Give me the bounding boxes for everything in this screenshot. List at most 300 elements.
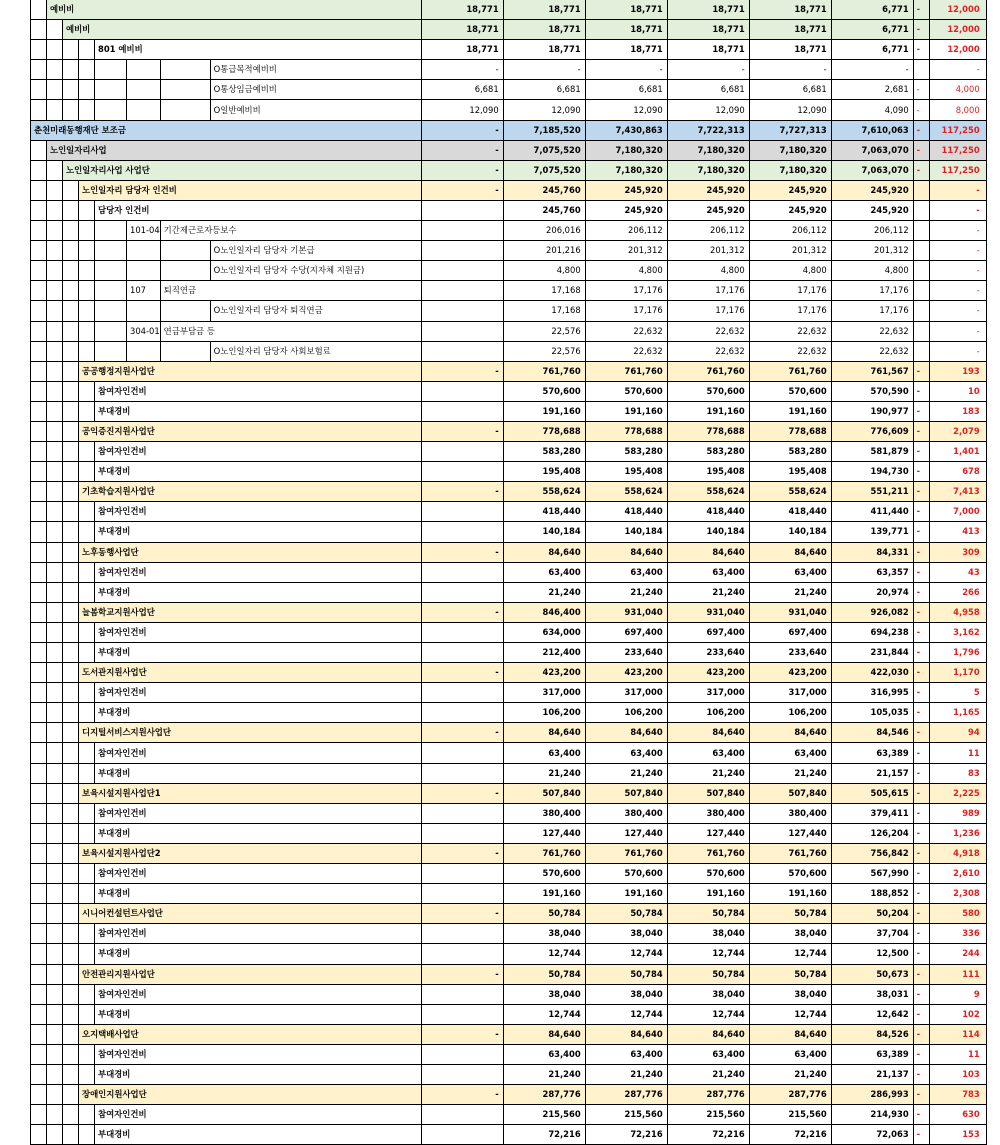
indent-cell <box>31 160 47 180</box>
value-cell-3: 12,744 <box>585 1004 667 1024</box>
value-cell-2: 570,600 <box>503 864 585 884</box>
row-label: 디지털서비스지원사업단 <box>79 723 422 743</box>
indent-cell <box>31 321 47 341</box>
value-cell-2: 63,400 <box>503 562 585 582</box>
indent-cell <box>79 60 95 80</box>
value-cell-6: 379,411 <box>831 803 913 823</box>
value-cell-5: 191,160 <box>749 401 831 421</box>
value-cell-5: 7,180,320 <box>749 140 831 160</box>
indent-cell <box>63 1085 79 1105</box>
indent-cell <box>63 904 79 924</box>
table-row <box>31 1004 987 1024</box>
table-row <box>31 582 987 602</box>
indent-cell <box>31 1085 47 1105</box>
value-cell-4: 84,640 <box>667 1024 749 1044</box>
value-cell-1: - <box>421 180 503 200</box>
indent-cell <box>31 542 47 562</box>
difference-value: 266 <box>929 582 986 602</box>
minus-sign: - <box>913 763 929 783</box>
indent-cell <box>63 683 79 703</box>
indent-cell <box>63 60 79 80</box>
value-cell-4: 7,722,313 <box>667 120 749 140</box>
indent-cell <box>63 622 79 642</box>
value-cell-3: 7,180,320 <box>585 160 667 180</box>
difference-value: 8,000 <box>929 100 986 120</box>
value-cell-1: - <box>421 904 503 924</box>
difference-value: 43 <box>929 562 986 582</box>
difference-value: 1,401 <box>929 442 986 462</box>
indent-cell <box>47 542 63 562</box>
value-cell-5: 423,200 <box>749 663 831 683</box>
value-cell-5: 191,160 <box>749 884 831 904</box>
value-cell-6: - <box>831 60 913 80</box>
table-row <box>31 1064 987 1084</box>
indent-cell <box>79 622 95 642</box>
indent-cell <box>63 763 79 783</box>
value-cell-2: 17,168 <box>503 301 585 321</box>
table-row <box>31 381 987 401</box>
table-row <box>31 763 987 783</box>
indent-cell <box>95 241 127 261</box>
indent-cell <box>79 301 95 321</box>
indent-cell <box>47 100 63 120</box>
difference-value: - <box>929 261 986 281</box>
value-cell-3: 931,040 <box>585 602 667 622</box>
value-cell-4: 195,408 <box>667 462 749 482</box>
value-cell-1: 6,681 <box>421 80 503 100</box>
value-cell-6: 17,176 <box>831 281 913 301</box>
value-cell-6: 4,090 <box>831 100 913 120</box>
indent-cell <box>95 341 127 361</box>
value-cell-6: 17,176 <box>831 301 913 321</box>
row-label: O통상임금예비비 <box>210 80 421 100</box>
value-cell-1 <box>421 944 503 964</box>
value-cell-1: 18,771 <box>421 0 503 20</box>
indent-cell <box>63 582 79 602</box>
value-cell-3: 84,640 <box>585 1024 667 1044</box>
value-cell-5: - <box>749 60 831 80</box>
value-cell-2: 17,168 <box>503 281 585 301</box>
value-cell-6: 63,389 <box>831 1044 913 1064</box>
value-cell-1 <box>421 381 503 401</box>
row-label: 부대경비 <box>95 944 422 964</box>
value-cell-5: 50,784 <box>749 904 831 924</box>
row-label: 참여자인건비 <box>95 683 422 703</box>
value-cell-4: 7,180,320 <box>667 140 749 160</box>
indent-cell <box>79 884 95 904</box>
indent-cell <box>127 241 161 261</box>
row-label: O노인일자리 담당자 퇴직연금 <box>210 301 421 321</box>
indent-cell <box>79 462 95 482</box>
value-cell-1: - <box>421 542 503 562</box>
indent-cell <box>63 1105 79 1125</box>
value-cell-4: 4,800 <box>667 261 749 281</box>
value-cell-3: 22,632 <box>585 321 667 341</box>
minus-sign: - <box>913 1105 929 1125</box>
row-label: 춘천미래동행재단 보조금 <box>31 120 422 140</box>
value-cell-2: - <box>503 60 585 80</box>
minus-sign <box>913 60 929 80</box>
value-cell-2: 21,240 <box>503 1064 585 1084</box>
value-cell-6: 926,082 <box>831 602 913 622</box>
value-cell-5: 12,090 <box>749 100 831 120</box>
value-cell-6: 84,546 <box>831 723 913 743</box>
value-cell-3: 18,771 <box>585 20 667 40</box>
indent-cell <box>79 823 95 843</box>
indent-cell <box>31 582 47 602</box>
value-cell-1 <box>421 763 503 783</box>
value-cell-2: 22,576 <box>503 321 585 341</box>
row-label: 기간제근로자등보수 <box>160 221 421 241</box>
indent-cell <box>63 381 79 401</box>
indent-cell <box>31 221 47 241</box>
value-cell-1 <box>421 984 503 1004</box>
difference-value: 3,162 <box>929 622 986 642</box>
indent-cell <box>79 1064 95 1084</box>
value-cell-3: 18,771 <box>585 0 667 20</box>
table-row <box>31 843 987 863</box>
value-cell-1 <box>421 1044 503 1064</box>
indent-cell <box>63 743 79 763</box>
minus-sign: - <box>913 361 929 381</box>
table-row <box>31 20 987 40</box>
value-cell-5: 697,400 <box>749 622 831 642</box>
value-cell-3: 206,112 <box>585 221 667 241</box>
indent-cell <box>31 703 47 723</box>
value-cell-3: 507,840 <box>585 783 667 803</box>
difference-value: - <box>929 321 986 341</box>
value-cell-2: 18,771 <box>503 0 585 20</box>
minus-sign: - <box>913 1024 929 1044</box>
minus-sign: - <box>913 843 929 863</box>
minus-sign: - <box>913 1044 929 1064</box>
value-cell-6: 411,440 <box>831 502 913 522</box>
indent-cell <box>63 964 79 984</box>
value-cell-6: 20,974 <box>831 582 913 602</box>
value-cell-5: 12,744 <box>749 944 831 964</box>
value-cell-3: 233,640 <box>585 643 667 663</box>
indent-cell <box>31 341 47 361</box>
value-cell-1 <box>421 562 503 582</box>
minus-sign: - <box>913 904 929 924</box>
indent-cell <box>79 200 95 220</box>
value-cell-2: 12,744 <box>503 944 585 964</box>
value-cell-1: - <box>421 723 503 743</box>
indent-cell <box>47 200 63 220</box>
minus-sign <box>913 180 929 200</box>
value-cell-5: 931,040 <box>749 602 831 622</box>
difference-value: 336 <box>929 924 986 944</box>
value-cell-5: 317,000 <box>749 683 831 703</box>
minus-sign: - <box>913 663 929 683</box>
indent-cell <box>47 1105 63 1125</box>
value-cell-3: 583,280 <box>585 442 667 462</box>
indent-cell <box>127 301 161 321</box>
row-label: 참여자인건비 <box>95 1044 422 1064</box>
minus-sign: - <box>913 602 929 622</box>
value-cell-6: 505,615 <box>831 783 913 803</box>
value-cell-5: 63,400 <box>749 743 831 763</box>
value-cell-5: 287,776 <box>749 1085 831 1105</box>
value-cell-6: 50,204 <box>831 904 913 924</box>
difference-value: 117,250 <box>929 140 986 160</box>
indent-cell <box>63 301 79 321</box>
indent-cell <box>47 502 63 522</box>
value-cell-2: 12,744 <box>503 1004 585 1024</box>
value-cell-4: 12,744 <box>667 944 749 964</box>
value-cell-3: 12,090 <box>585 100 667 120</box>
indent-cell <box>47 984 63 1004</box>
indent-cell <box>47 743 63 763</box>
value-cell-4: 21,240 <box>667 1064 749 1084</box>
minus-sign: - <box>913 803 929 823</box>
value-cell-4: 12,744 <box>667 1004 749 1024</box>
value-cell-2: 21,240 <box>503 582 585 602</box>
value-cell-5: 18,771 <box>749 40 831 60</box>
value-cell-1: - <box>421 1085 503 1105</box>
row-label: 퇴직연금 <box>160 281 421 301</box>
indent-cell <box>63 843 79 863</box>
indent-cell <box>31 241 47 261</box>
indent-cell <box>79 1004 95 1024</box>
indent-cell <box>47 1125 63 1145</box>
value-cell-4: 778,688 <box>667 421 749 441</box>
difference-value: 1,170 <box>929 663 986 683</box>
indent-cell <box>63 40 79 60</box>
indent-cell <box>79 582 95 602</box>
value-cell-1 <box>421 1125 503 1145</box>
table-row <box>31 723 987 743</box>
value-cell-3: 72,216 <box>585 1125 667 1145</box>
row-label: 부대경비 <box>95 1064 422 1084</box>
indent-cell <box>31 803 47 823</box>
value-cell-2: 140,184 <box>503 522 585 542</box>
value-cell-2: 18,771 <box>503 20 585 40</box>
value-cell-4: 570,600 <box>667 381 749 401</box>
indent-cell <box>47 522 63 542</box>
row-label: 부대경비 <box>95 462 422 482</box>
minus-sign: - <box>913 622 929 642</box>
table-row <box>31 542 987 562</box>
value-cell-1: - <box>421 482 503 502</box>
value-cell-6: 286,993 <box>831 1085 913 1105</box>
value-cell-1: - <box>421 120 503 140</box>
difference-value: 114 <box>929 1024 986 1044</box>
value-cell-1: - <box>421 60 503 80</box>
value-cell-6: 12,500 <box>831 944 913 964</box>
value-cell-6: 2,681 <box>831 80 913 100</box>
value-cell-1 <box>421 703 503 723</box>
value-cell-1: - <box>421 783 503 803</box>
value-cell-5: 761,760 <box>749 843 831 863</box>
indent-cell <box>31 924 47 944</box>
value-cell-4: 761,760 <box>667 843 749 863</box>
value-cell-3: 38,040 <box>585 924 667 944</box>
indent-cell <box>47 763 63 783</box>
value-cell-3: 7,430,863 <box>585 120 667 140</box>
value-cell-4: 38,040 <box>667 984 749 1004</box>
row-label: 오지택배사업단 <box>79 1024 422 1044</box>
indent-cell <box>47 562 63 582</box>
value-cell-3: - <box>585 60 667 80</box>
row-label: 참여자인건비 <box>95 803 422 823</box>
value-cell-5: 761,760 <box>749 361 831 381</box>
indent-cell <box>63 643 79 663</box>
table-row <box>31 703 987 723</box>
row-label: 참여자인건비 <box>95 381 422 401</box>
row-label: 부대경비 <box>95 1004 422 1024</box>
indent-cell <box>31 522 47 542</box>
value-cell-4: 287,776 <box>667 1085 749 1105</box>
difference-value: 413 <box>929 522 986 542</box>
value-cell-4: 6,681 <box>667 80 749 100</box>
value-cell-3: 21,240 <box>585 582 667 602</box>
indent-cell <box>63 542 79 562</box>
difference-value: 4,918 <box>929 843 986 863</box>
difference-value: 11 <box>929 743 986 763</box>
difference-value: 1,165 <box>929 703 986 723</box>
value-cell-2: 634,000 <box>503 622 585 642</box>
table-row <box>31 602 987 622</box>
indent-cell <box>127 341 161 361</box>
value-cell-5: 21,240 <box>749 763 831 783</box>
difference-value: - <box>929 301 986 321</box>
difference-value: - <box>929 200 986 220</box>
value-cell-6: 84,331 <box>831 542 913 562</box>
value-cell-3: 50,784 <box>585 904 667 924</box>
indent-cell <box>31 944 47 964</box>
value-cell-4: 233,640 <box>667 643 749 663</box>
difference-value: 7,000 <box>929 502 986 522</box>
row-label: 예비비 <box>47 0 422 20</box>
minus-sign <box>913 341 929 361</box>
indent-cell <box>31 20 47 40</box>
minus-sign: - <box>913 421 929 441</box>
value-cell-2: 846,400 <box>503 602 585 622</box>
indent-cell <box>63 823 79 843</box>
minus-sign <box>913 221 929 241</box>
table-row <box>31 1105 987 1125</box>
indent-cell <box>79 100 95 120</box>
row-label: O일반예비비 <box>210 100 421 120</box>
indent-cell <box>31 602 47 622</box>
indent-cell <box>79 381 95 401</box>
value-cell-6: 7,610,063 <box>831 120 913 140</box>
value-cell-4: 63,400 <box>667 562 749 582</box>
row-label: 장애인지원사업단 <box>79 1085 422 1105</box>
row-label: 참여자인건비 <box>95 502 422 522</box>
value-cell-2: 778,688 <box>503 421 585 441</box>
value-cell-6: 570,590 <box>831 381 913 401</box>
indent-cell <box>63 1004 79 1024</box>
value-cell-1 <box>421 884 503 904</box>
difference-value: 2,610 <box>929 864 986 884</box>
value-cell-6: 245,920 <box>831 180 913 200</box>
value-cell-3: 570,600 <box>585 381 667 401</box>
difference-value: - <box>929 241 986 261</box>
value-cell-5: 38,040 <box>749 984 831 1004</box>
indent-cell <box>79 944 95 964</box>
value-cell-6: 245,920 <box>831 200 913 220</box>
table-row <box>31 803 987 823</box>
value-cell-6: 105,035 <box>831 703 913 723</box>
value-cell-2: 18,771 <box>503 40 585 60</box>
value-cell-1: - <box>421 663 503 683</box>
value-cell-5: 63,400 <box>749 562 831 582</box>
indent-cell <box>63 602 79 622</box>
value-cell-2: 245,760 <box>503 180 585 200</box>
indent-cell <box>31 140 47 160</box>
minus-sign: - <box>913 683 929 703</box>
minus-sign <box>913 321 929 341</box>
item-code: 304-01 <box>127 321 161 341</box>
value-cell-1 <box>421 401 503 421</box>
table-row <box>31 1044 987 1064</box>
indent-cell <box>47 341 63 361</box>
table-row <box>31 80 987 100</box>
value-cell-3: 195,408 <box>585 462 667 482</box>
value-cell-4: 50,784 <box>667 964 749 984</box>
minus-sign: - <box>913 703 929 723</box>
row-label: 늘봄학교지원사업단 <box>79 602 422 622</box>
row-label: 참여자인건비 <box>95 442 422 462</box>
difference-value: 12,000 <box>929 40 986 60</box>
value-cell-4: 215,560 <box>667 1105 749 1125</box>
indent-cell <box>31 723 47 743</box>
value-cell-3: 84,640 <box>585 723 667 743</box>
value-cell-3: 380,400 <box>585 803 667 823</box>
indent-cell <box>47 1004 63 1024</box>
value-cell-6: 6,771 <box>831 0 913 20</box>
indent-cell <box>31 502 47 522</box>
indent-cell <box>79 1105 95 1125</box>
minus-sign: - <box>913 723 929 743</box>
value-cell-3: 22,632 <box>585 341 667 361</box>
value-cell-1 <box>421 643 503 663</box>
row-label: O노인일자리 담당자 기본급 <box>210 241 421 261</box>
indent-cell <box>79 40 95 60</box>
minus-sign: - <box>913 1085 929 1105</box>
indent-cell <box>47 964 63 984</box>
difference-value: 183 <box>929 401 986 421</box>
value-cell-2: 38,040 <box>503 924 585 944</box>
value-cell-6: 316,995 <box>831 683 913 703</box>
value-cell-3: 191,160 <box>585 884 667 904</box>
indent-cell <box>31 381 47 401</box>
minus-sign: - <box>913 462 929 482</box>
indent-cell <box>79 401 95 421</box>
value-cell-4: 583,280 <box>667 442 749 462</box>
indent-cell <box>31 562 47 582</box>
indent-cell <box>47 843 63 863</box>
minus-sign <box>913 261 929 281</box>
indent-cell <box>127 261 161 281</box>
indent-cell <box>47 442 63 462</box>
indent-cell <box>31 884 47 904</box>
value-cell-2: 84,640 <box>503 723 585 743</box>
value-cell-6: 7,063,070 <box>831 160 913 180</box>
value-cell-3: 50,784 <box>585 964 667 984</box>
difference-value: 2,079 <box>929 421 986 441</box>
indent-cell <box>95 261 127 281</box>
table-body <box>31 0 987 1145</box>
indent-cell <box>127 60 161 80</box>
indent-cell <box>31 683 47 703</box>
indent-cell <box>95 281 127 301</box>
value-cell-2: 50,784 <box>503 964 585 984</box>
indent-cell <box>47 622 63 642</box>
difference-value: - <box>929 60 986 80</box>
